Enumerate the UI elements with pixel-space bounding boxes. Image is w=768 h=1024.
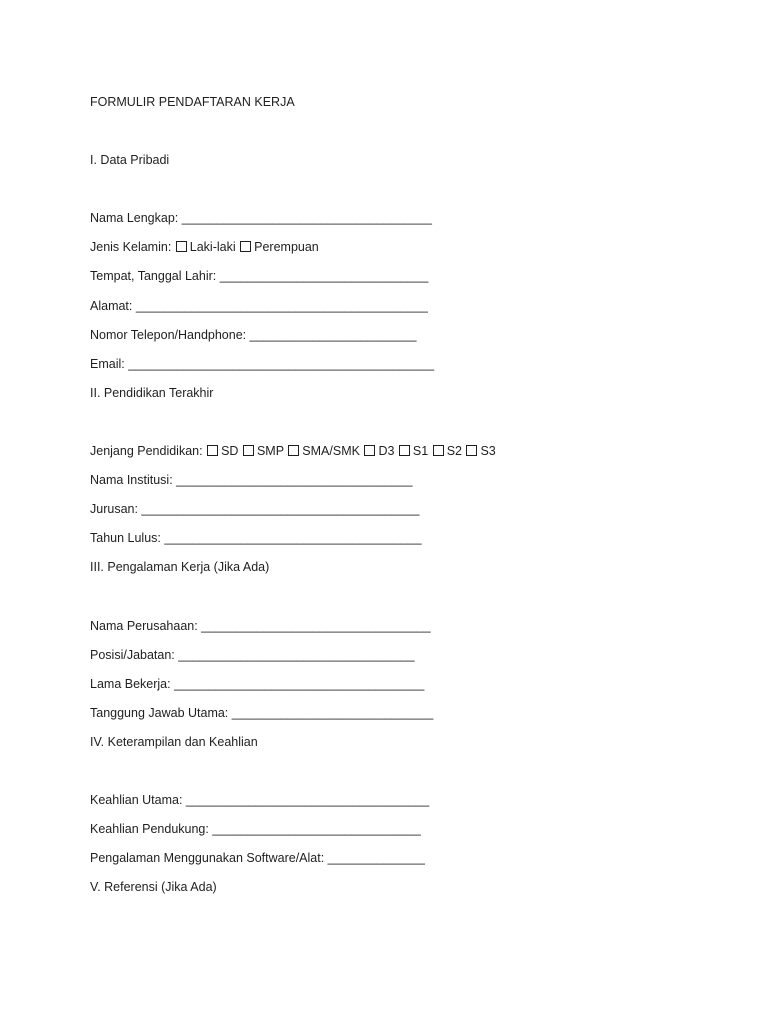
checkbox-female [240, 241, 251, 252]
option-d3: D3 [378, 444, 395, 458]
checkbox-sd [207, 445, 218, 456]
field-company-name: Nama Perusahaan: _________________________________ [90, 619, 431, 633]
option-sma-smk: SMA/SMK [302, 444, 360, 458]
field-major: Jurusan: ________________________________________ [90, 502, 420, 516]
field-education-level [90, 443, 496, 459]
checkbox-s1 [399, 445, 410, 456]
field-birth-place-date: Tempat, Tanggal Lahir: ______________________________ [90, 269, 429, 283]
field-address: Alamat: __________________________________________ [90, 299, 428, 313]
gender-label: Jenis Kelamin: [90, 240, 172, 254]
field-work-duration: Lama Bekerja: ____________________________________ [90, 677, 425, 691]
option-s3: S3 [480, 444, 496, 458]
checkbox-s3 [466, 445, 477, 456]
checkbox-d3 [364, 445, 375, 456]
form-title: FORMULIR PENDAFTARAN KERJA [90, 95, 295, 109]
option-sd: SD [221, 444, 239, 458]
checkbox-s2 [433, 445, 444, 456]
education-level-label: Jenjang Pendidikan: [90, 444, 203, 458]
option-s2: S2 [446, 444, 462, 458]
field-institution: Nama Institusi: __________________________________ [90, 473, 413, 487]
section-heading-work-experience: III. Pengalaman Kerja (Jika Ada) [90, 560, 270, 574]
field-gender [90, 239, 319, 255]
field-email: Email: ____________________________________________ [90, 357, 435, 371]
field-position: Posisi/Jabatan: __________________________________ [90, 648, 415, 662]
checkbox-smp [243, 445, 254, 456]
section-heading-education: II. Pendidikan Terakhir [90, 386, 214, 400]
section-heading-personal-data: I. Data Pribadi [90, 153, 170, 167]
field-supporting-skill: Keahlian Pendukung: ______________________________ [90, 822, 421, 836]
checkbox-sma-smk [288, 445, 299, 456]
field-software-experience: Pengalaman Menggunakan Software/Alat: ______________ [90, 851, 425, 865]
field-main-skill: Keahlian Utama: ___________________________________ [90, 793, 430, 807]
field-phone: Nomor Telepon/Handphone: ________________________ [90, 328, 417, 342]
field-full-name: Nama Lengkap: ____________________________________ [90, 211, 432, 225]
field-responsibility: Tanggung Jawab Utama: _____________________________ [90, 706, 434, 720]
option-smp: SMP [256, 444, 284, 458]
field-graduation-year: Tahun Lulus: _____________________________________ [90, 531, 422, 545]
checkbox-male [176, 241, 187, 252]
section-heading-references: V. Referensi (Jika Ada) [90, 880, 217, 894]
option-s1: S1 [412, 444, 429, 458]
gender-female-label: Perempuan [254, 240, 319, 254]
section-heading-skills: IV. Keterampilan dan Keahlian [90, 735, 258, 749]
gender-male-label: Laki-laki [189, 240, 236, 254]
